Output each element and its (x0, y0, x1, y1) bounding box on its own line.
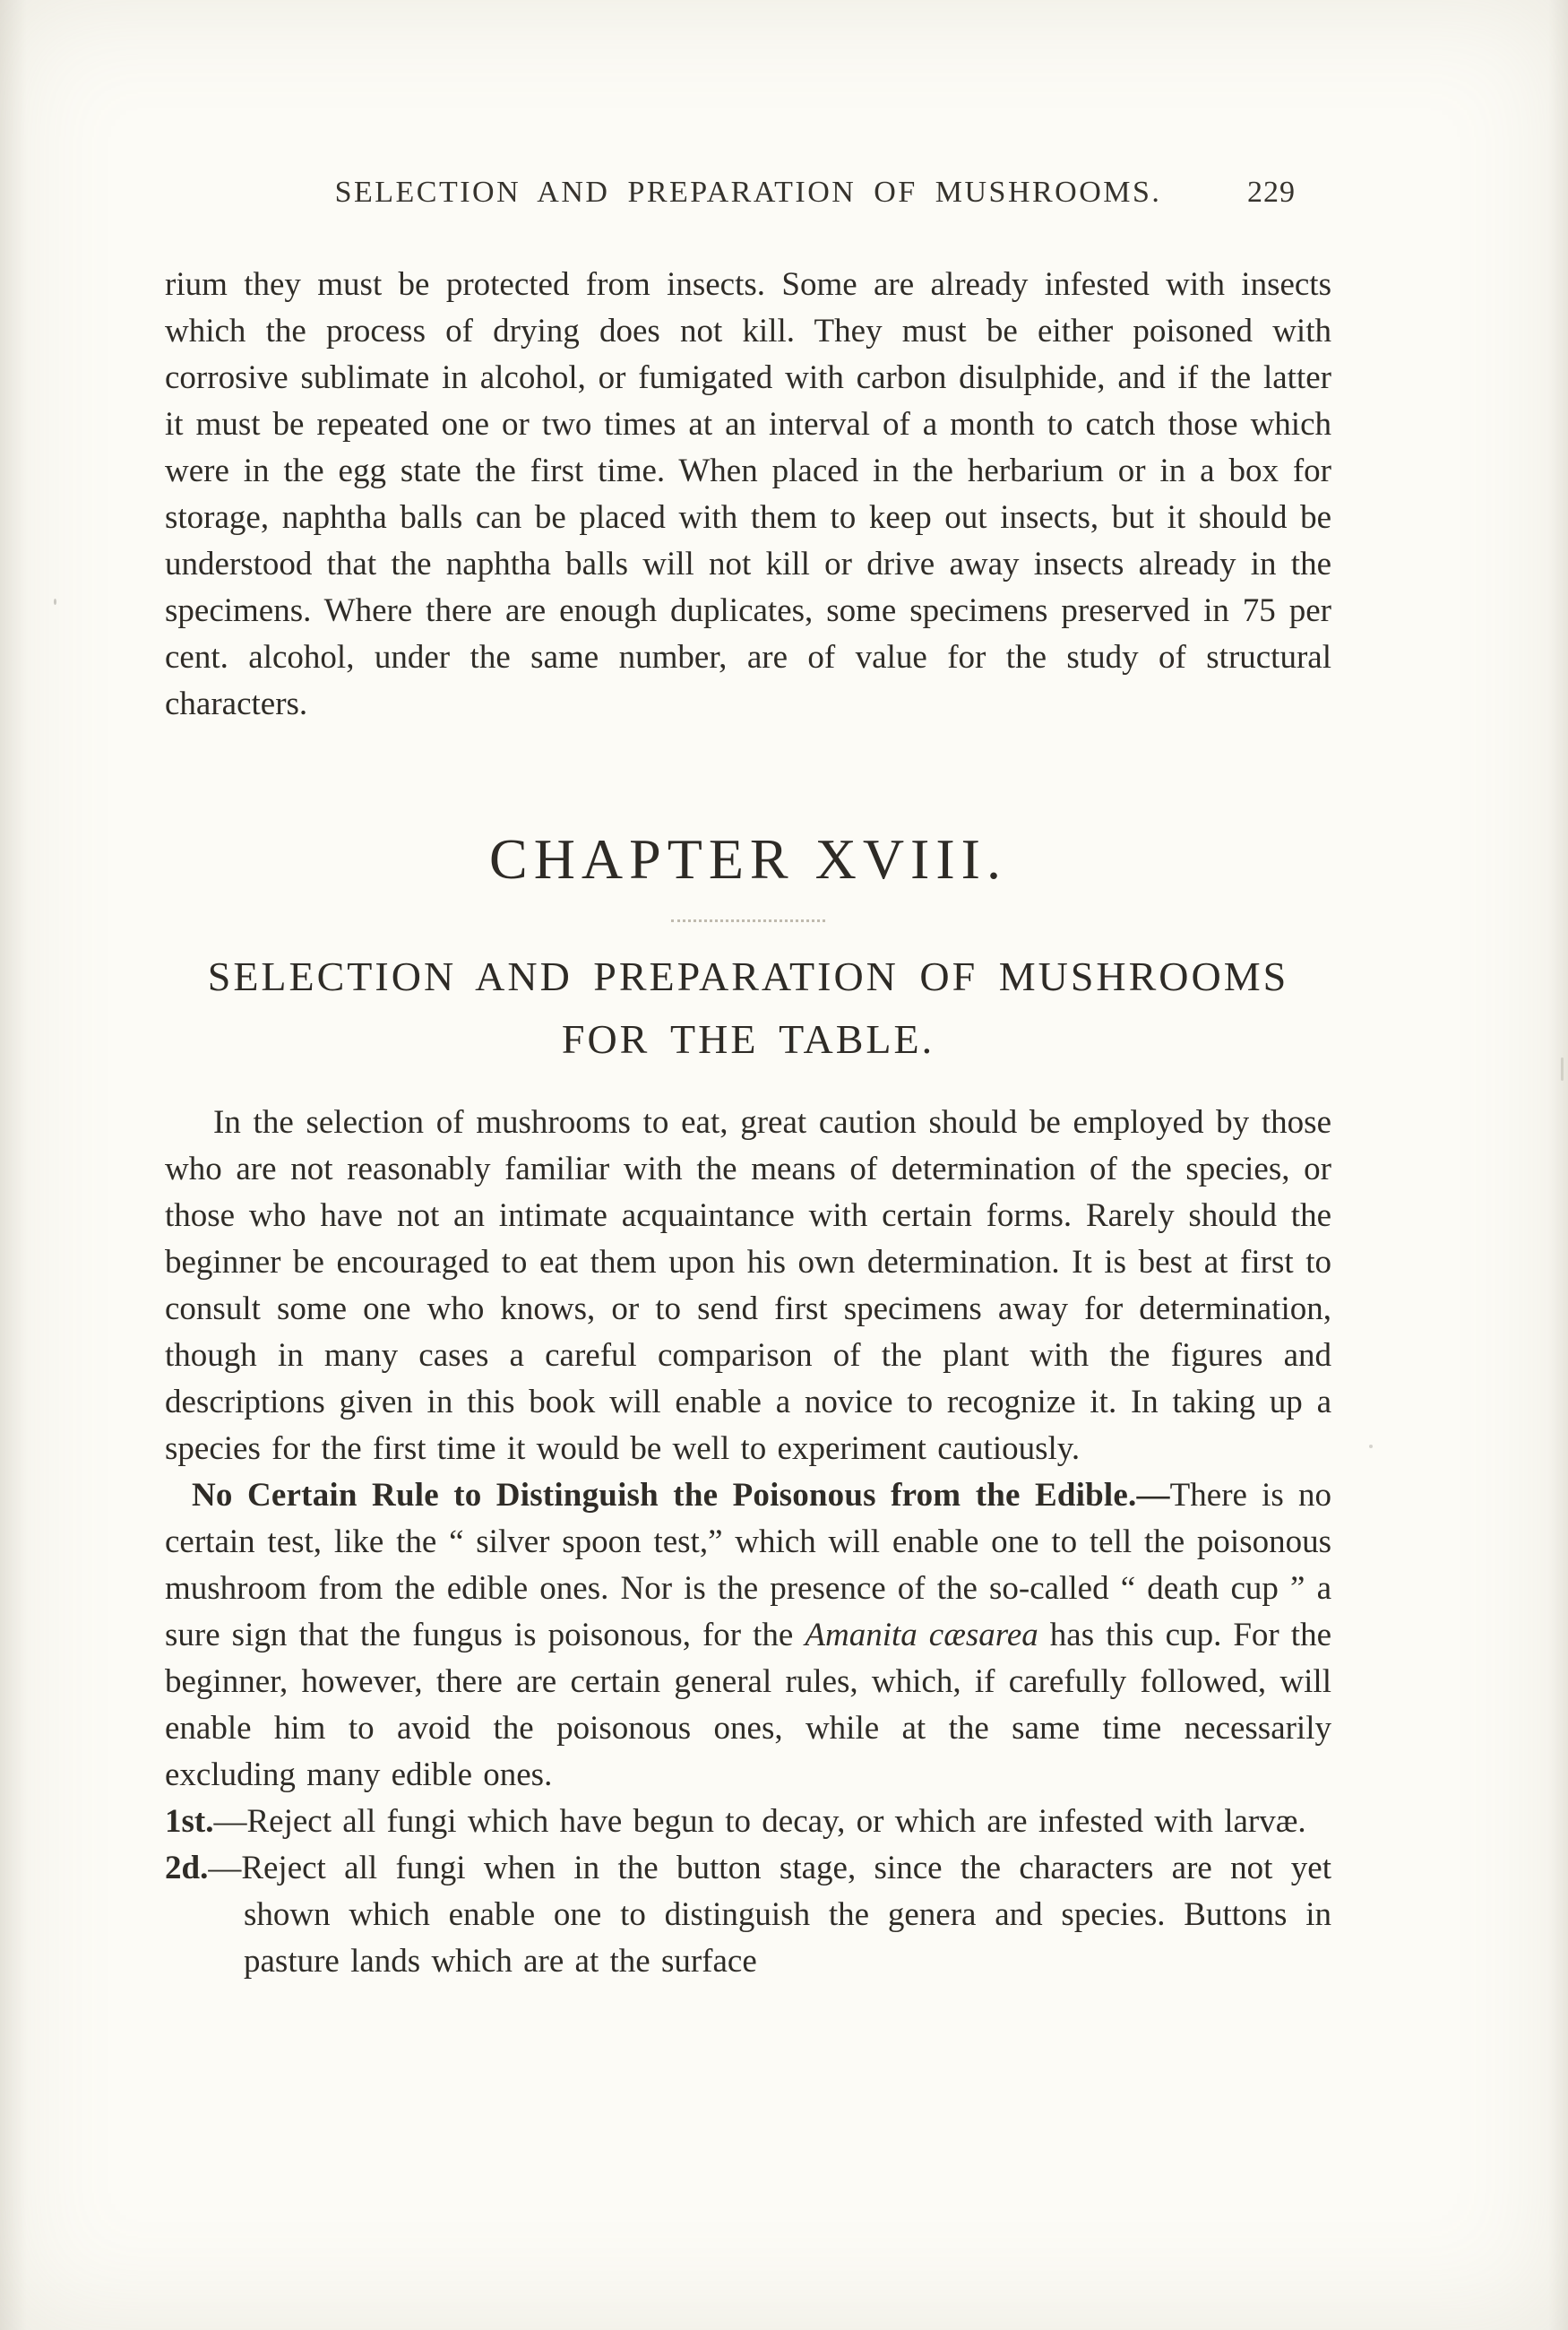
list-item-first (165, 1799, 1331, 1845)
chapter-divider-rule (671, 919, 825, 922)
paragraph-continuation: rium they must be protected from insects. Some are already infested with insects which the process of drying does not kill. They must be either poisoned with corrosive sublimate in alcohol, or fumigated with carbon disulphide, and if the latter it must be repeated one or two times at an interval of a month to catch those which were in the egg state the first time. When placed in the herbarium or in a box for storage, naphtha balls can be placed with them to keep out insects, but it should be understood that the naphtha balls will not kill or drive away insects already in the specimens. Where there are enough duplicates, some specimens preserved in 75 per cent. alcohol, under the same number, are of value for the study of structural characters. (165, 266, 1331, 722)
section-title-line2: FOR THE TABLE. (561, 1016, 935, 1062)
running-header-title: SELECTION AND PREPARATION OF MUSHROOMS. (334, 176, 1162, 209)
list-item-label: 1st. (165, 1803, 214, 1840)
section-title-line1: SELECTION AND PREPARATION OF MUSHROOMS (207, 954, 1289, 999)
section-title (165, 945, 1331, 1071)
scan-edge-shading-left (0, 0, 27, 2330)
page-text-block (165, 176, 1331, 1985)
species-name-italic: Amanita cæsarea (805, 1617, 1038, 1653)
list-item-label: 2d. (165, 1850, 209, 1886)
scan-edge-shading-right (1548, 0, 1568, 2330)
paragraph-no-certain-rule (165, 1472, 1331, 1799)
list-item-text: —Reject all fungi which have begun to decay, or which are infested with larvæ. (213, 1803, 1306, 1840)
scan-artifact-speck (1561, 1057, 1564, 1081)
list-item-second (165, 1845, 1331, 1985)
scan-artifact-speck (54, 599, 56, 605)
scan-artifact-speck (1369, 1445, 1373, 1448)
list-item-text: —Reject all fungi when in the button stage, since the characters are not yet shown which enable one to distinguish the genera and species. Buttons in pasture lands which are at the surface (208, 1850, 1331, 1980)
paragraph-rule-text-after-italic: has this cup. For the beginner, however, there are certain general rules, which, if carefully followed, will enable him to avoid the poisonous ones, while at the same time necessarily excluding many edible ones. (165, 1617, 1331, 1793)
paragraph-rule-text-before-italic: There is no certain test, like the “ silver spoon test,” which will enable one to tell the poisonous mushroom from the edible ones. Nor is the presence of the so-called “ death cup ” a sure sign that the fungus is poisonous, for the (165, 1477, 1331, 1653)
page-number: 229 (1247, 176, 1296, 209)
paragraph-intro: In the selection of mushrooms to eat, great caution should be employed by those who are not reasonably familiar with the means of determination of the species, or those who have not an intimate acquaintance with certain forms. Rarely should the beginner be encouraged to eat them upon his own determination. It is best at first to consult some one who knows, or to send first specimens away for determination, though in many cases a careful comparison of the plant with the figures and descriptions given in this book will enable a novice to recognize it. In taking up a species for the first time it would be well to experiment cautiously. (165, 1104, 1331, 1467)
chapter-heading: CHAPTER XVIII. (489, 827, 1007, 891)
run-in-heading-bold: No Certain Rule to Distinguish the Poisonous from the Edible.— (192, 1477, 1170, 1514)
running-header (165, 176, 1331, 210)
